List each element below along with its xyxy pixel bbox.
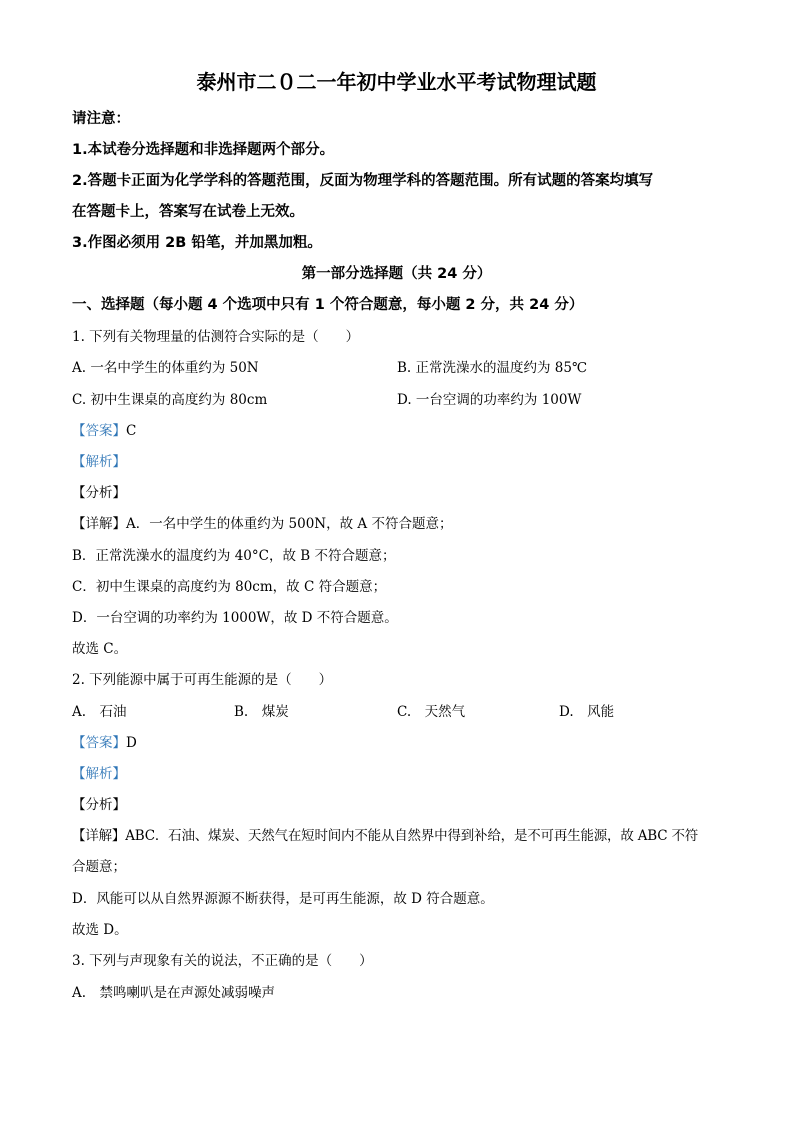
- q2-option-c: C. 天然气: [397, 704, 466, 720]
- q1-option-b: B. 正常洗澡水的温度约为 85℃: [397, 360, 588, 376]
- q2-option-d: D. 风能: [559, 704, 615, 720]
- q1-conclusion: 故选 C。: [72, 641, 128, 657]
- q2-answer: D: [126, 735, 137, 751]
- q2-answer-line: [72, 734, 137, 752]
- q3-stem: 3. 下列与声现象有关的说法，不正确的是（ ）: [72, 953, 373, 969]
- notice-item-1: 1.本试卷分选择题和非选择题两个部分。: [72, 142, 335, 158]
- q1-answer-label: 【答案】: [72, 423, 126, 439]
- q1-fenxi: 【分析】: [72, 485, 126, 501]
- q1-answer-line: [72, 422, 136, 440]
- q1-detail-4: D．一台空调的功率约为 1000W，故 D 不符合题意。: [72, 610, 398, 626]
- q2-analysis-label: 【解析】: [72, 766, 126, 782]
- page-title: 泰州市二０二一年初中学业水平考试物理试题: [196, 70, 597, 94]
- q2-conclusion: 故选 D。: [72, 922, 128, 938]
- q2-detail-1-cont: 合题意；: [72, 859, 126, 875]
- q1-detail-2: B．正常洗澡水的温度约为 40°C，故 B 不符合题意；: [72, 548, 396, 564]
- q2-option-b: B. 煤炭: [234, 704, 289, 720]
- q2-detail-1: 【详解】ABC．石油、煤炭、天然气在短时间内不能从自然界中得到补给，是不可再生能源，故 ABC 不符: [72, 828, 699, 844]
- q2-fenxi: 【分析】: [72, 797, 126, 813]
- notice-heading: 请注意：: [72, 111, 130, 127]
- notice-item-2-cont: 在答题卡上，答案写在试卷上无效。: [72, 204, 304, 220]
- q1-option-d: D. 一台空调的功率约为 100W: [397, 392, 582, 408]
- q2-stem: 2. 下列能源中属于可再生能源的是（ ）: [72, 672, 333, 688]
- q2-detail-2: D．风能可以从自然界源源不断获得，是可再生能源，故 D 符合题意。: [72, 891, 494, 907]
- section-title: 一、选择题（每小题 4 个选项中只有 1 个符合题意，每小题 2 分，共 24 分）: [72, 297, 584, 313]
- q1-stem: 1. 下列有关物理量的估测符合实际的是（ ）: [72, 329, 360, 345]
- q1-detail-3: C．初中生课桌的高度约为 80cm，故 C 符合题意；: [72, 579, 387, 595]
- q1-detail-1: 【详解】A．一名中学生的体重约为 500N，故 A 不符合题意；: [72, 516, 453, 532]
- q1-option-c: C. 初中生课桌的高度约为 80cm: [72, 392, 268, 408]
- q1-option-a: A. 一名中学生的体重约为 50N: [72, 360, 259, 376]
- q1-answer: C: [126, 423, 137, 439]
- part-title: 第一部分选择题（共 24 分）: [301, 266, 492, 282]
- notice-item-3: 3.作图必须用 2B 铅笔，并加黑加粗。: [72, 235, 322, 251]
- q1-analysis-label: 【解析】: [72, 454, 126, 470]
- notice-item-2: 2.答题卡正面为化学学科的答题范围，反面为物理学科的答题范围。所有试题的答案均填写: [72, 173, 654, 189]
- q2-answer-label: 【答案】: [72, 735, 126, 751]
- q2-option-a: A. 石油: [72, 704, 127, 720]
- q3-option-a: A. 禁鸣喇叭是在声源处减弱噪声: [72, 985, 276, 1001]
